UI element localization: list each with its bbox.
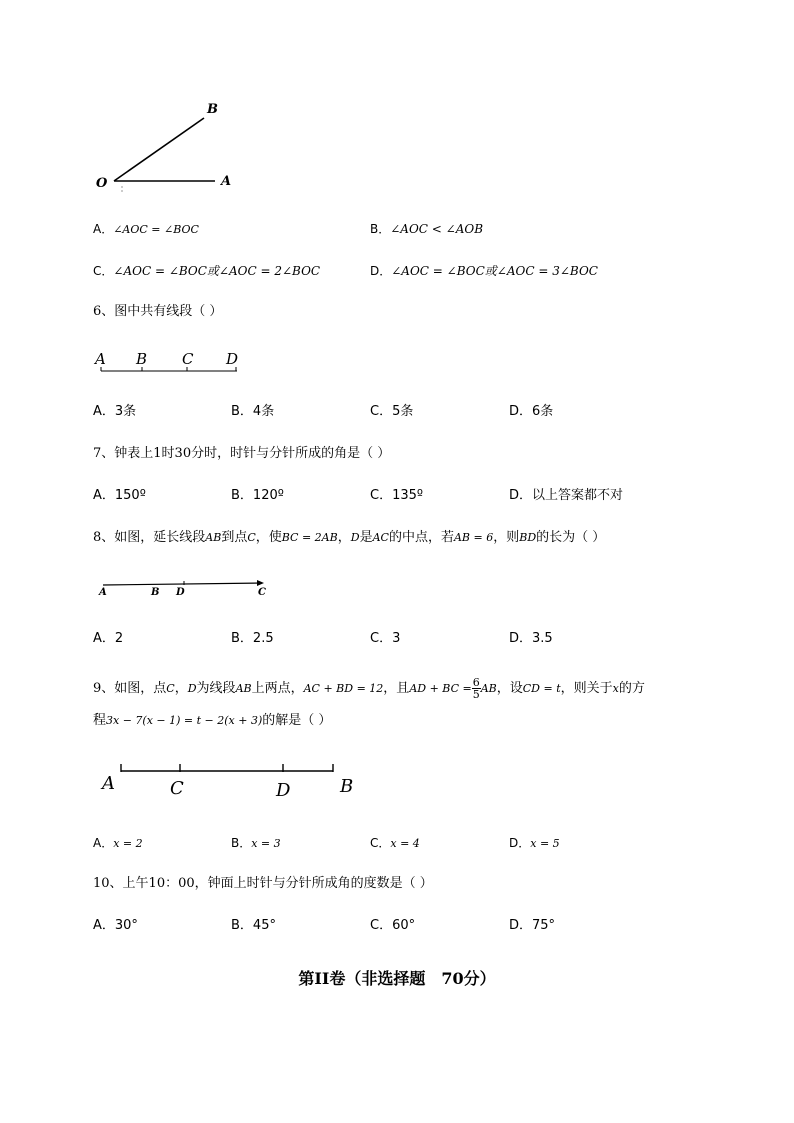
option-expr: x = 4: [390, 837, 420, 850]
text: 的解是（ ）: [262, 713, 332, 728]
q8-option-c[interactable]: C．3: [370, 631, 401, 646]
q6-label-C: C: [182, 350, 194, 368]
option-letter: B．: [231, 836, 252, 850]
option-expr: ∠AOC < ∠AOB: [390, 222, 484, 236]
q9-option-b[interactable]: [231, 834, 281, 853]
q7-option-d[interactable]: D．以上答案都不对: [509, 488, 624, 503]
option-letter: A．: [93, 836, 114, 850]
arrow-head: [257, 580, 264, 586]
q5-option-c[interactable]: [93, 262, 320, 280]
math: AB = 6: [453, 531, 494, 544]
fraction-6-5: [472, 677, 481, 700]
q5-option-b[interactable]: [370, 220, 483, 238]
text: ，: [337, 530, 351, 545]
label-O: O: [96, 176, 108, 191]
math: AB: [205, 531, 222, 544]
math: 3x − 7(x − 1) = t − 2(x + 3): [106, 714, 263, 727]
q10-option-b[interactable]: B．45°: [231, 918, 276, 933]
math: D: [350, 531, 360, 544]
option-expr: ∠AOC = ∠BOC: [113, 223, 199, 236]
text: 的中点，若: [388, 530, 454, 545]
math: BC = 2AB: [281, 531, 338, 544]
math: AC: [372, 531, 389, 544]
q8-label-B: B: [151, 587, 160, 598]
math: C: [166, 682, 175, 695]
text: ，使: [255, 530, 282, 545]
math: AC + BD = 12: [303, 682, 384, 695]
option-expr: x = 3: [251, 837, 281, 850]
label-A: A: [221, 174, 232, 189]
section-title: 第II卷（非选择题 70分）: [298, 969, 496, 988]
segment-line: [103, 583, 262, 585]
q9-stem-line2: [93, 712, 331, 730]
q10-option-c[interactable]: C．60°: [370, 918, 416, 933]
q6-label-B: B: [136, 350, 148, 368]
q7-stem: 7、钟表上1时30分时，时针与分针所成的角是（ ）: [93, 446, 391, 461]
q10-option-a[interactable]: A．30°: [93, 918, 138, 933]
q7-option-b[interactable]: B．120º: [231, 488, 284, 503]
q6-stem: 6、图中共有线段（ ）: [93, 304, 223, 319]
math: CD = t: [522, 682, 561, 695]
option-letter: B．: [370, 222, 391, 236]
text: 到点: [221, 530, 248, 545]
q6-option-a[interactable]: A．3条: [93, 404, 137, 419]
q5-option-d[interactable]: [370, 262, 598, 280]
q8-option-b[interactable]: B．2.5: [231, 631, 274, 646]
option-letter: A．: [93, 222, 114, 236]
text: ，则关于: [560, 681, 613, 696]
q7-option-a[interactable]: A．150º: [93, 488, 146, 503]
text: 的长为（ ）: [536, 530, 606, 545]
option-expr: x = 2: [113, 837, 143, 850]
q8-label-A: A: [99, 587, 107, 598]
math: C: [247, 531, 256, 544]
label-B: B: [207, 102, 218, 117]
q8-option-a[interactable]: A．2: [93, 631, 124, 646]
text: ，且: [383, 681, 410, 696]
q7-option-c[interactable]: C．135º: [370, 488, 424, 503]
q10-option-d[interactable]: D．75°: [509, 918, 556, 933]
q9-label-D: D: [276, 780, 291, 801]
text: 为线段: [196, 681, 236, 696]
q8-option-d[interactable]: D．3.5: [509, 631, 553, 646]
text: 8、如图，延长线段: [93, 530, 206, 545]
ray-OB: [114, 118, 204, 181]
q6-option-b[interactable]: B．4条: [231, 404, 275, 419]
q8-stem: [93, 529, 605, 547]
math: D: [187, 682, 197, 695]
option-letter: D．: [370, 264, 392, 278]
q9-option-a[interactable]: [93, 834, 143, 853]
q6-option-c[interactable]: C．5条: [370, 404, 414, 419]
q9-option-c[interactable]: [370, 834, 420, 853]
text: ，则: [493, 530, 520, 545]
math: AB: [235, 682, 252, 695]
text: 是: [359, 530, 373, 545]
q9-option-d[interactable]: [509, 834, 560, 853]
option-expr: ∠AOC = ∠BOC或∠AOC = 2∠BOC: [113, 264, 321, 278]
q9-label-A: A: [102, 773, 115, 794]
math: BD: [519, 531, 537, 544]
q8-label-D: D: [176, 587, 185, 598]
option-letter: C．: [93, 264, 114, 278]
q10-stem: 10、上午10：00，钟面上时针与分针所成角的度数是（ ）: [93, 876, 433, 891]
numerator: 6: [472, 676, 480, 689]
q9-stem-line1: [93, 676, 645, 702]
option-letter: D．: [509, 836, 531, 850]
denominator: 5: [472, 688, 480, 701]
text: 程: [93, 713, 107, 728]
q6-option-d[interactable]: D．6条: [509, 404, 554, 419]
text: 上两点，: [251, 681, 304, 696]
math: AD + BC =: [409, 682, 472, 695]
text: ，: [174, 681, 188, 696]
option-expr: ∠AOC = ∠BOC或∠AOC = 3∠BOC: [391, 264, 598, 278]
text: 的方: [618, 681, 645, 696]
option-expr: x = 5: [530, 837, 560, 850]
q9-label-B: B: [340, 776, 354, 797]
text: ，设: [496, 681, 523, 696]
math: AB: [480, 682, 497, 695]
option-letter: C．: [370, 836, 391, 850]
q5-option-a[interactable]: [93, 220, 199, 239]
q9-label-C: C: [170, 778, 184, 799]
q6-label-A: A: [95, 350, 106, 368]
text: 9、如图，点: [93, 681, 167, 696]
q8-label-C: C: [258, 587, 266, 598]
q6-label-D: D: [226, 350, 239, 368]
math: x: [612, 682, 619, 695]
